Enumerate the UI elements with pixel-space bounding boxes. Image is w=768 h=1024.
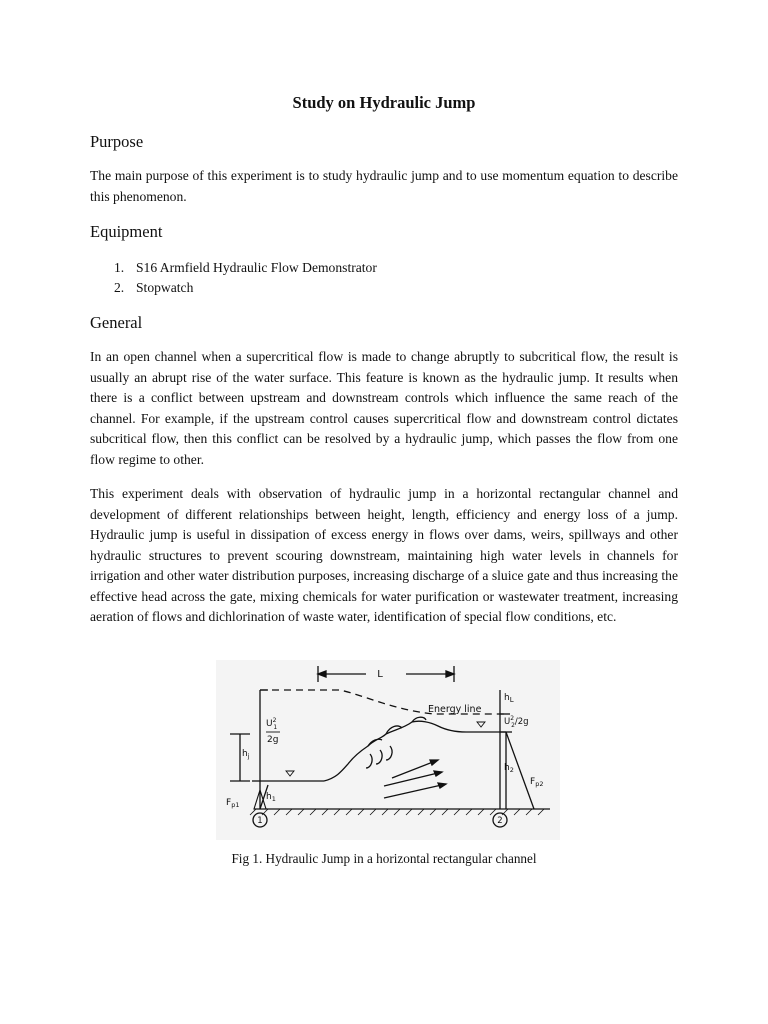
jump-surface xyxy=(324,721,506,781)
list-item-text: Stopwatch xyxy=(136,279,194,295)
hl-label: $h_L$ xyxy=(504,693,514,704)
purpose-text: The main purpose of this experiment is to study hydraulic jump and to use momentum equation to describe this phenomenon. xyxy=(90,168,678,204)
equipment-heading: Equipment xyxy=(90,222,163,241)
bed-hatching xyxy=(250,809,544,815)
flow-arrow xyxy=(384,784,446,798)
general-paragraph-1: In an open channel when a supercritical flow is made to change abruptly to subcritical flow, the result is usually an abrupt rise of the water surface. This feature is known as the hydraulic jump. It results when there is a conflict between upstream and downstream controls which influence the same reach of the channel. For example, if the upstream control causes supercritical flow and downstream control dictates subcritical flow, then this conflict can be resolved by a hydraulic jump, which passes the flow from one flow regime to other. xyxy=(90,349,678,467)
two-g-label: 2g xyxy=(267,735,279,745)
water-level-marker xyxy=(477,722,485,727)
list-item xyxy=(90,278,377,298)
general-paragraph-2: This experiment deals with observation of hydraulic jump in a horizontal rectangular channel and development of different relationships between height, length, efficiency and energy loss of a jump. Hydraulic jump is useful in dissipation of excess energy in flows over dams, weirs, spillways and other hydraulic structures to prevent scouring downstream, maintaining high water levels in channels for irrigation and other water distribution purposes, increasing discharge of a sluice gate and thus increasing the effective head across the gate, mixing chemicals for water purification or wastewater treatment, increasing aeration of flows and dichlorination of waste water, identification of special flow conditions, etc. xyxy=(90,486,678,624)
roller xyxy=(366,754,372,768)
purpose-heading: Purpose xyxy=(90,132,144,151)
equipment-list xyxy=(90,258,377,297)
u2-label: $U^2$ 2/2g xyxy=(504,715,529,729)
arrowhead xyxy=(318,671,326,677)
section2-label: 2 xyxy=(497,816,503,826)
document-title: Study on Hydraulic Jump xyxy=(292,93,476,112)
hydraulic-jump-figure xyxy=(216,660,560,840)
roller xyxy=(376,750,382,764)
flow-arrow xyxy=(384,772,442,786)
section1-label: 1 xyxy=(257,816,263,826)
general-heading: General xyxy=(90,313,143,332)
hj-label: $h_j$ xyxy=(242,749,250,760)
u1-label: $U^2$ 1 xyxy=(266,717,278,731)
list-item xyxy=(90,258,377,278)
fp2-label: $F_{p2}$ xyxy=(530,777,544,788)
h2-label: $h_2$ xyxy=(504,763,514,774)
roller xyxy=(386,746,392,760)
water-level-marker xyxy=(286,771,294,776)
hydraulic-jump-diagram xyxy=(216,660,560,840)
energy-line-label: Energy line xyxy=(428,704,482,715)
h1-label: $h_1$ xyxy=(266,792,276,803)
arrowhead xyxy=(446,671,454,677)
list-item-number: 2. xyxy=(114,279,125,295)
figure-caption: Fig 1. Hydraulic Jump in a horizontal rectangular channel xyxy=(231,851,537,866)
list-item-text: S16 Armfield Hydraulic Flow Demonstrator xyxy=(136,260,377,275)
fp1-label: $F_{p1}$ xyxy=(226,798,240,809)
length-label: L xyxy=(377,669,383,680)
list-item-number: 1. xyxy=(114,260,125,275)
